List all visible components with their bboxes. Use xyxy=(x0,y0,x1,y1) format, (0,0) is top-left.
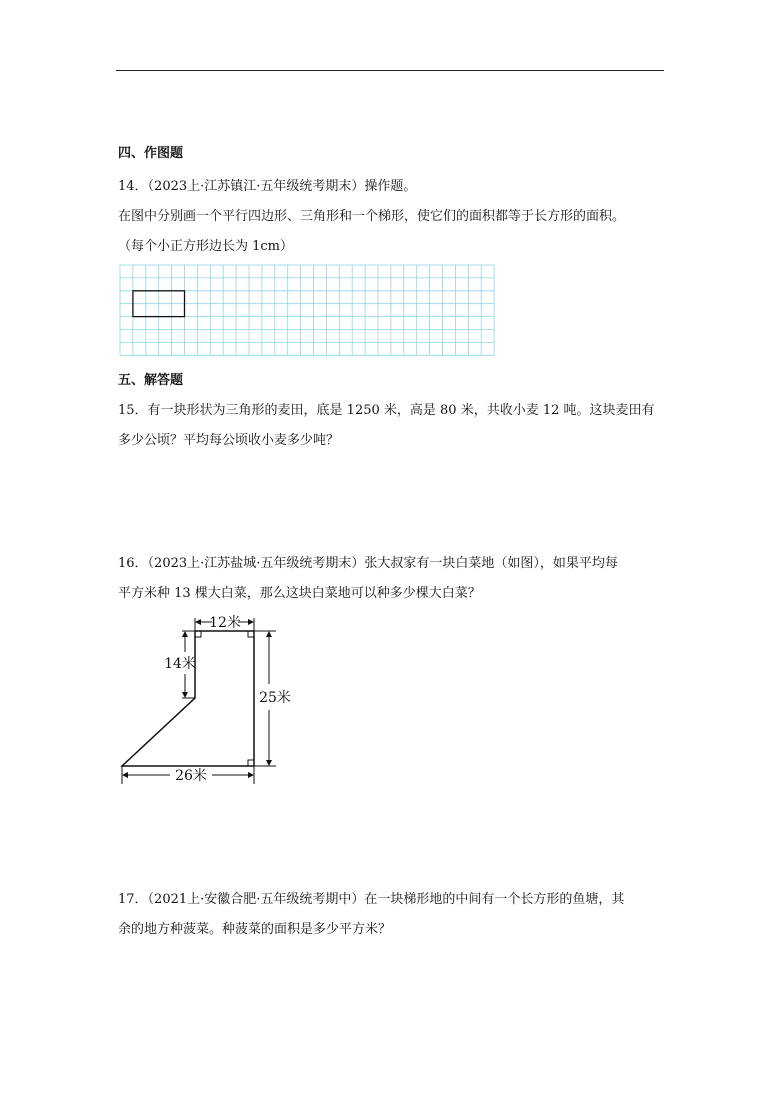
cabbage-field-figure xyxy=(110,605,310,790)
right-dim-arrow-top xyxy=(266,631,272,637)
question-16-line2: 平方米种 13 棵大白菜，那么这块白菜地可以种多少棵大白菜？ xyxy=(118,586,481,601)
section-heading-answer: 五、解答题 xyxy=(118,373,184,388)
question-14-title: 14．（2023上·江苏镇江·五年级统考期末）操作题。 xyxy=(118,179,417,194)
question-16-line1: 16．（2023上·江苏盐城·五年级统考期末）张大叔家有一块白菜地（如图），如果平均每 xyxy=(118,556,618,571)
question-17-line1: 17．（2021上·安徽合肥·五年级统考期中）在一块梯形地的中间有一个长方形的鱼塘，其 xyxy=(118,892,625,907)
right-dimension-label: 25米 xyxy=(259,690,291,706)
top-dim-arrow-left xyxy=(195,619,201,625)
left-dim-arrow-bottom xyxy=(182,692,188,698)
question-17-line2: 余的地方种菠菜。种菠菜的面积是多少平方米？ xyxy=(118,922,392,937)
question-14-instruction: 在图中分别画一个平行四边形、三角形和一个梯形，使它们的面积都等于长方形的面积。 xyxy=(118,209,626,224)
bottom-dim-arrow-right xyxy=(248,772,254,778)
question-15-line1: 15．有一块形状为三角形的麦田，底是 1250 米，高是 80 米，共收小麦 12 吨。这块麦田有 xyxy=(118,403,655,418)
top-dim-arrow-right xyxy=(248,619,254,625)
square-grid xyxy=(119,264,495,356)
bottom-dimension-label: 26米 xyxy=(175,768,207,784)
right-angle-mark-top-right xyxy=(248,631,254,637)
left-dim-arrow-top xyxy=(182,631,188,637)
top-dimension-label: 12米 xyxy=(209,615,241,631)
section-heading-drawing: 四、作图题 xyxy=(118,146,184,161)
right-angle-mark-bottom-right xyxy=(248,760,254,766)
question-15-line2: 多少公顷？平均每公顷收小麦多少吨？ xyxy=(118,433,340,448)
question-14-note: （每个小正方形边长为 1cm） xyxy=(118,239,294,254)
bottom-dim-arrow-left xyxy=(122,772,128,778)
left-dimension-label: 14米 xyxy=(164,656,196,672)
header-rule xyxy=(116,70,664,71)
right-dim-arrow-bottom xyxy=(266,760,272,766)
right-angle-mark-top-left xyxy=(195,631,201,637)
